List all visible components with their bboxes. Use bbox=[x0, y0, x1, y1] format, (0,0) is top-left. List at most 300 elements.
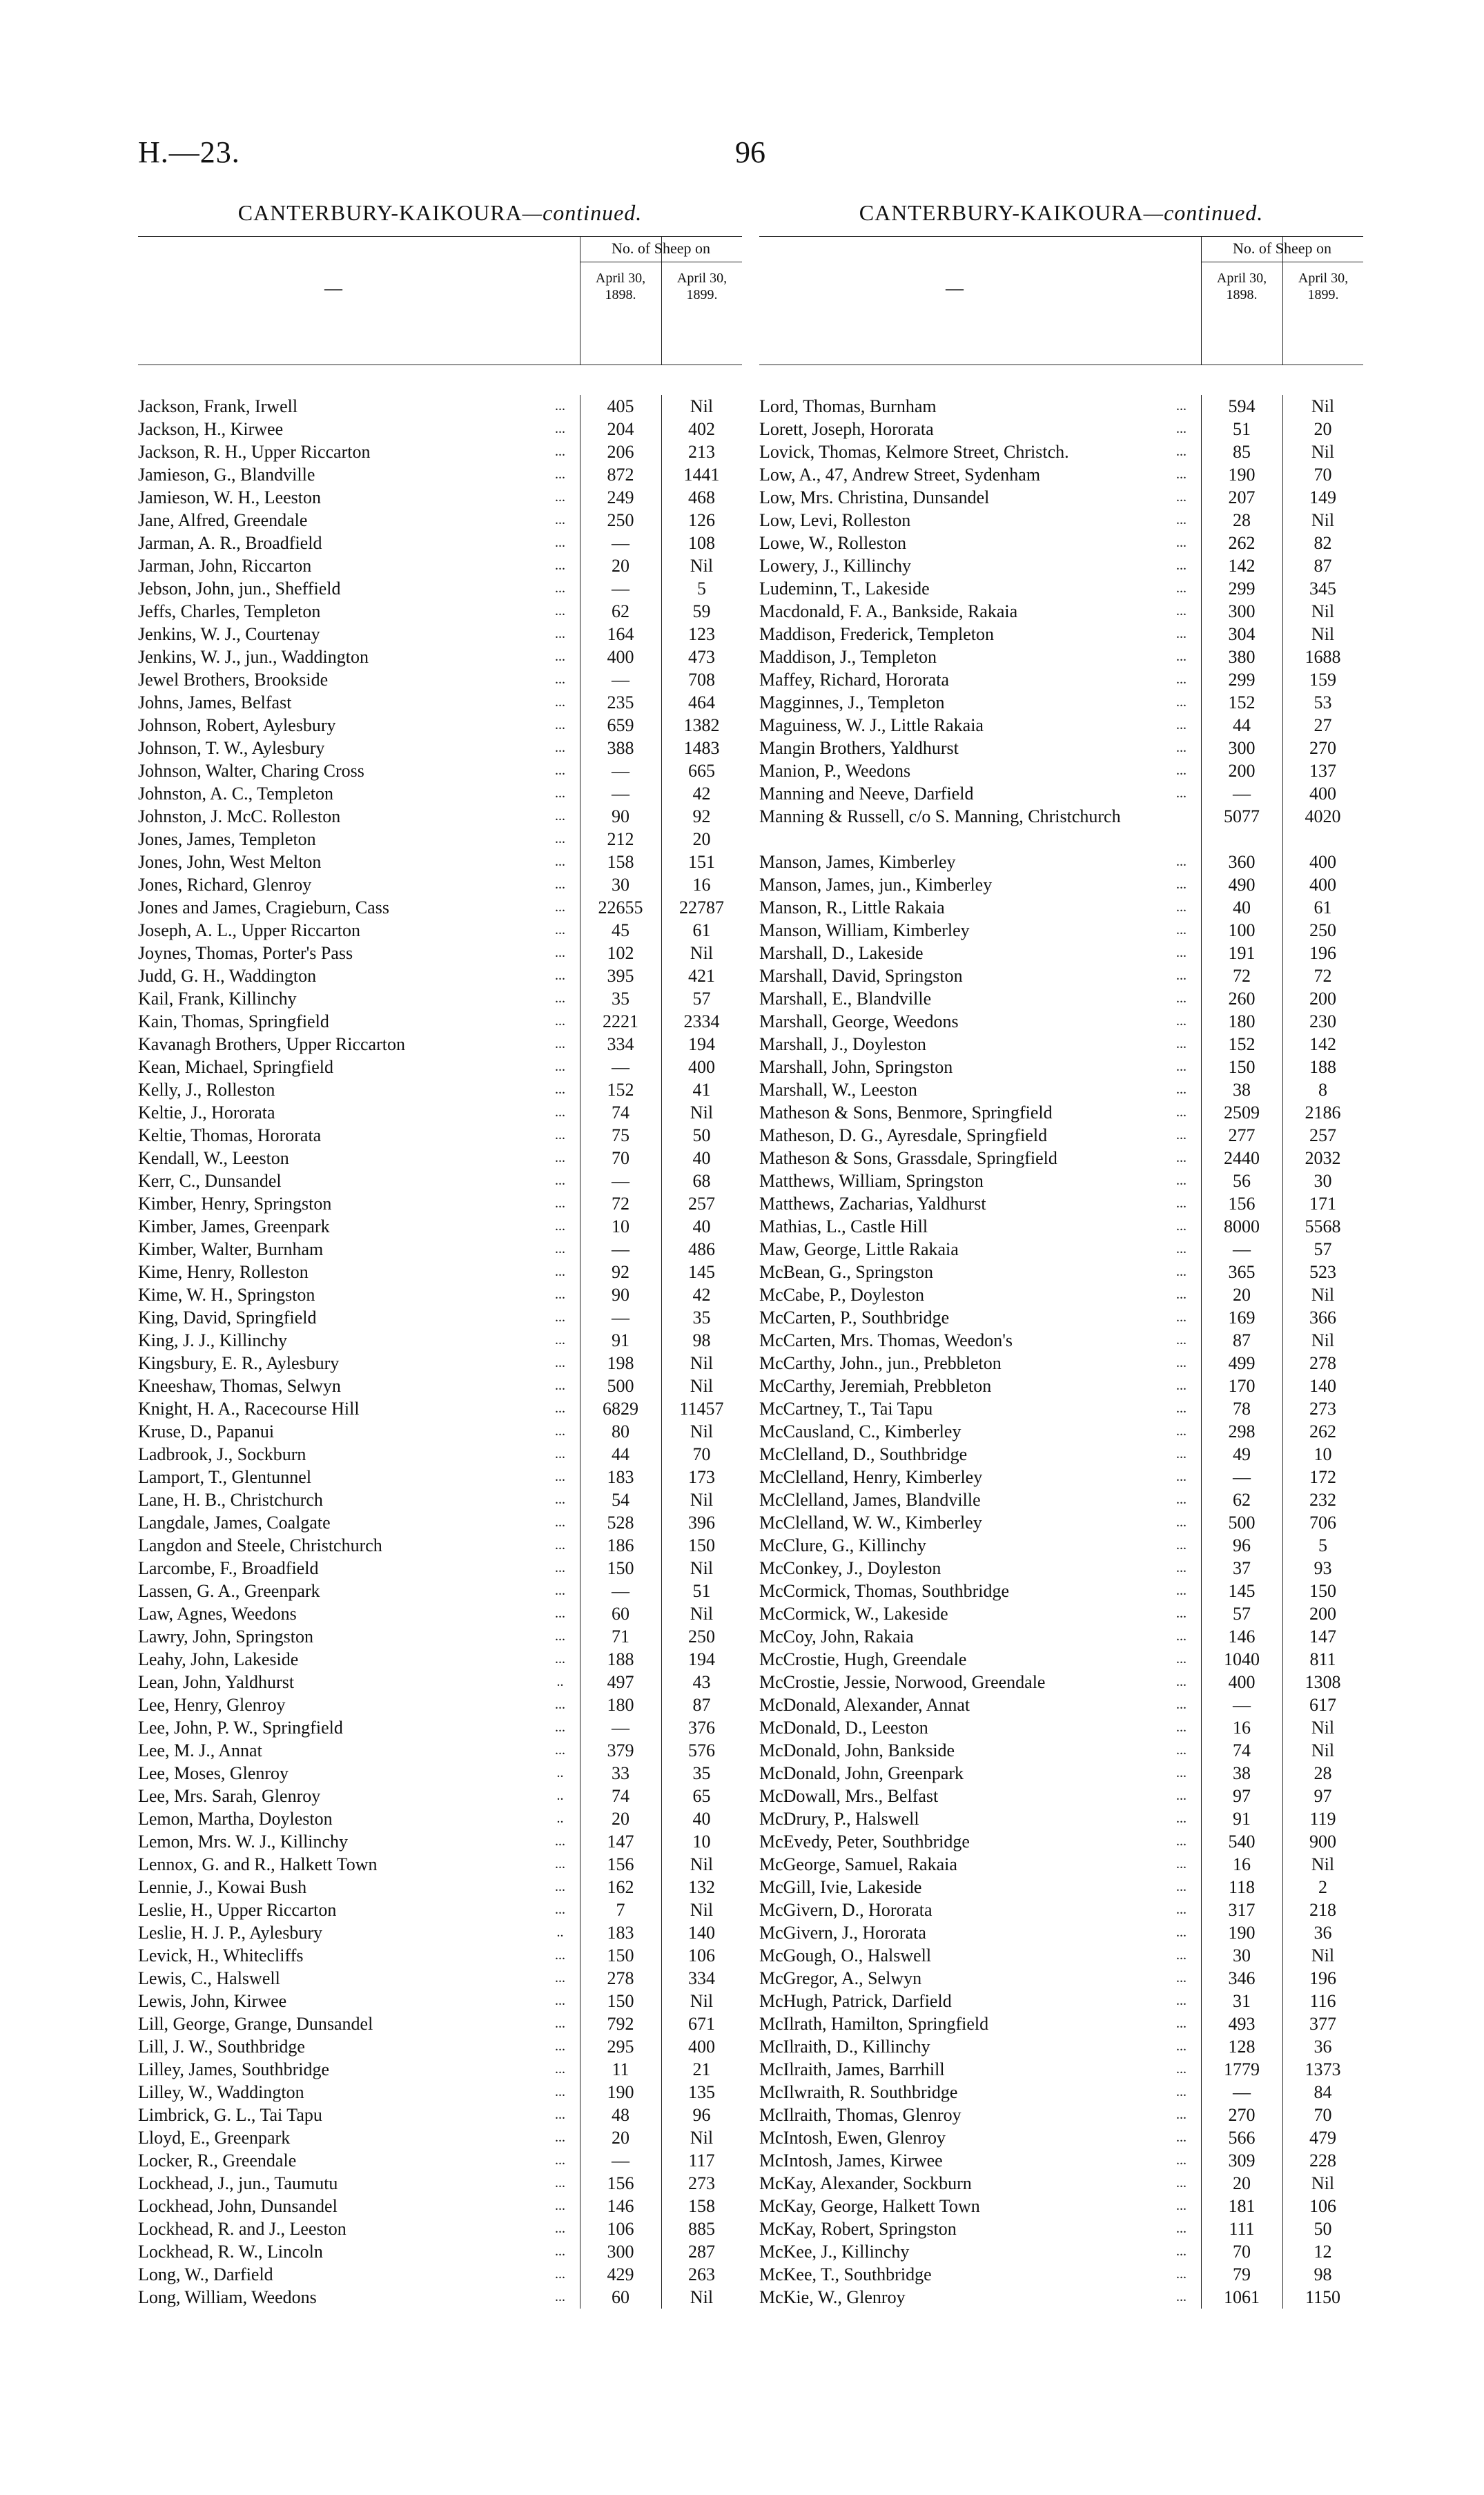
table-row bbox=[759, 987, 1363, 1010]
table-body bbox=[138, 395, 742, 2309]
table-row bbox=[759, 600, 1363, 623]
sheep-1899-cell: 1688 bbox=[1305, 647, 1341, 667]
sheep-1898-cell: 60 bbox=[612, 2287, 629, 2307]
owner-name-cell: Jones, James, Templeton bbox=[138, 829, 316, 849]
sheep-1899-cell: 278 bbox=[1309, 1353, 1336, 1373]
sheep-1898-cell: 499 bbox=[1228, 1353, 1256, 1373]
table-row bbox=[138, 1420, 742, 1443]
sheep-1899-cell: 87 bbox=[1314, 556, 1332, 576]
leader-dots: ... bbox=[1176, 489, 1187, 505]
sheep-1899-cell: 464 bbox=[688, 692, 715, 712]
sheep-1899-cell: 10 bbox=[692, 1832, 711, 1852]
table-row bbox=[759, 2035, 1363, 2058]
table-row bbox=[138, 554, 742, 577]
sheep-1899-cell: 158 bbox=[688, 2196, 715, 2216]
leader-dots: ... bbox=[555, 2266, 565, 2282]
sheep-1898-cell: 100 bbox=[1228, 920, 1256, 940]
sheep-1899-cell: 70 bbox=[1314, 2105, 1332, 2125]
sheep-1899-cell: Nil bbox=[1311, 396, 1335, 416]
district-name: CANTERBURY-KAIKOURA bbox=[859, 200, 1144, 225]
sheep-1898-cell: 528 bbox=[607, 1513, 634, 1533]
date-1898-header: April 30, 1898. bbox=[595, 271, 646, 302]
sheep-1899-cell: 885 bbox=[688, 2219, 715, 2239]
sheep-1899-cell: 257 bbox=[1309, 1125, 1336, 1145]
table-row bbox=[759, 509, 1363, 532]
owner-name-cell: Jane, Alfred, Greendale bbox=[138, 510, 308, 530]
sheep-1898-cell: 22655 bbox=[598, 897, 643, 918]
owner-name-cell: McClelland, W. W., Kimberley bbox=[759, 1513, 982, 1533]
owner-name-cell: McClure, G., Killinchy bbox=[759, 1535, 926, 1555]
sheep-1898-cell: 150 bbox=[1228, 1057, 1256, 1077]
table-row bbox=[759, 2104, 1363, 2126]
owner-name-cell: Johnston, J. McC. Rolleston bbox=[138, 806, 341, 826]
sheep-1898-cell: 97 bbox=[1233, 1786, 1251, 1806]
table-row bbox=[759, 1397, 1363, 1420]
owner-name-cell: Lee, John, P. W., Springfield bbox=[138, 1718, 343, 1738]
leader-dots: ... bbox=[555, 2153, 565, 2168]
sheep-1898-cell: 181 bbox=[1228, 2196, 1256, 2216]
sheep-1898-cell: 38 bbox=[1233, 1763, 1251, 1783]
sheep-1898-cell: 235 bbox=[607, 692, 634, 712]
leader-dots: ... bbox=[1176, 512, 1187, 527]
sheep-1898-cell: 300 bbox=[607, 2242, 634, 2262]
leader-dots: ... bbox=[1176, 672, 1187, 687]
sheep-1898-cell: 298 bbox=[1228, 1421, 1256, 1441]
leader-dots: ... bbox=[1176, 1902, 1187, 1917]
sheep-1899-cell: Nil bbox=[1311, 510, 1335, 530]
sheep-1899-cell: 194 bbox=[688, 1034, 715, 1054]
sheep-1898-cell: 1779 bbox=[1224, 2059, 1260, 2079]
table-row bbox=[759, 1762, 1363, 1785]
leader-dots: ... bbox=[1176, 581, 1187, 596]
sheep-1898-cell: 90 bbox=[612, 806, 629, 826]
owner-name-cell: McDowall, Mrs., Belfast bbox=[759, 1786, 939, 1806]
owner-name-cell: McKay, Alexander, Sockburn bbox=[759, 2173, 972, 2193]
table-row bbox=[138, 1899, 742, 1921]
sheep-1899-cell: 196 bbox=[1309, 943, 1336, 963]
owner-name-cell: Jarman, John, Riccarton bbox=[138, 556, 312, 576]
sheep-1898-cell: — bbox=[612, 2151, 629, 2171]
leader-dots: ... bbox=[1176, 991, 1187, 1006]
district-name: CANTERBURY-KAIKOURA bbox=[237, 200, 523, 225]
owner-name-cell: Leslie, H. J. P., Aylesbury bbox=[138, 1923, 322, 1943]
sheep-1899-cell: 92 bbox=[692, 806, 711, 826]
owner-name-cell: McCormick, W., Lakeside bbox=[759, 1604, 948, 1624]
table-row bbox=[759, 737, 1363, 759]
table-row bbox=[759, 1261, 1363, 1283]
table-row bbox=[759, 645, 1363, 668]
leader-dots: ... bbox=[555, 1856, 565, 1872]
sheep-1899-cell: 402 bbox=[688, 419, 715, 439]
leader-dots: ... bbox=[1176, 1469, 1187, 1484]
table-row bbox=[759, 1511, 1363, 1534]
table-row bbox=[759, 668, 1363, 691]
leader-dots: ... bbox=[555, 2107, 565, 2122]
sheep-1898-cell: 405 bbox=[607, 396, 634, 416]
sheep-1898-cell: 334 bbox=[607, 1034, 634, 1054]
sheep-1899-cell: 230 bbox=[1309, 1011, 1336, 1031]
sheep-1899-cell: 2334 bbox=[683, 1011, 720, 1031]
table-row bbox=[759, 1306, 1363, 1329]
table-row bbox=[138, 2081, 742, 2104]
table-row bbox=[138, 2058, 742, 2081]
sheep-1898-cell: 75 bbox=[612, 1125, 629, 1145]
owner-name-cell: McCarthy, John., jun., Prebbleton bbox=[759, 1353, 1002, 1373]
leader-dots: ... bbox=[1176, 1697, 1187, 1712]
sheep-1898-cell: 295 bbox=[607, 2037, 634, 2057]
leader-dots: ... bbox=[1176, 1537, 1187, 1553]
leader-dots: ... bbox=[1176, 1492, 1187, 1507]
sheep-1898-cell: 400 bbox=[1228, 1672, 1256, 1692]
owner-name-cell: Matthews, Zacharias, Yaldhurst bbox=[759, 1194, 986, 1214]
sheep-1898-cell: — bbox=[612, 1581, 629, 1601]
owner-name-cell: Levick, H., Whitecliffs bbox=[138, 1945, 304, 1965]
page-number: 96 bbox=[735, 135, 765, 169]
table-row bbox=[759, 1078, 1363, 1101]
sheep-1899-cell: 194 bbox=[688, 1649, 715, 1669]
sheep-1899-cell: 273 bbox=[1309, 1399, 1336, 1419]
table-row bbox=[759, 1169, 1363, 1192]
leader-dots: ... bbox=[555, 2244, 565, 2259]
table-row bbox=[138, 1944, 742, 1967]
sheep-1898-cell: 20 bbox=[1233, 1285, 1251, 1305]
sheep-1899-cell: 11457 bbox=[679, 1399, 724, 1419]
leader-dots: ... bbox=[555, 1332, 565, 1348]
sheep-1899-cell: 10 bbox=[1314, 1444, 1332, 1464]
leader-dots: ... bbox=[1176, 398, 1187, 414]
table-row bbox=[138, 668, 742, 691]
leader-dots: ... bbox=[555, 603, 565, 619]
sheep-1898-cell: 74 bbox=[612, 1103, 629, 1123]
table-row bbox=[138, 2104, 742, 2126]
sheep-1899-cell: Nil bbox=[690, 1103, 714, 1123]
sheep-1898-cell: 156 bbox=[1228, 1194, 1256, 1214]
leader-dots: ... bbox=[1176, 1310, 1187, 1325]
sheep-1899-cell: 1382 bbox=[683, 715, 720, 735]
table-row bbox=[138, 1580, 742, 1602]
sheep-1898-cell: 106 bbox=[607, 2219, 634, 2239]
sheep-1898-cell: 60 bbox=[612, 1604, 629, 1624]
table-row bbox=[759, 714, 1363, 737]
sheep-1899-cell: 5568 bbox=[1305, 1216, 1341, 1236]
leader-dots: ... bbox=[1176, 1606, 1187, 1621]
owner-name-cell: Lloyd, E., Greenpark bbox=[138, 2128, 291, 2148]
owner-name-cell: McClelland, D., Southbridge bbox=[759, 1444, 968, 1464]
owner-name-cell: Lee, Henry, Glenroy bbox=[138, 1695, 286, 1715]
table-row bbox=[138, 1101, 742, 1124]
sheep-1899-cell: 345 bbox=[1309, 579, 1336, 599]
owner-name-cell: Low, A., 47, Andrew Street, Sydenham bbox=[759, 465, 1041, 485]
owner-name-cell: Maffey, Richard, Hororata bbox=[759, 670, 950, 690]
owner-name-cell: McCrostie, Hugh, Greendale bbox=[759, 1649, 967, 1669]
owner-name-cell: Lemon, Martha, Doyleston bbox=[138, 1809, 333, 1829]
sheep-1899-cell: 116 bbox=[1309, 1991, 1336, 2011]
leader-dots: ... bbox=[1176, 717, 1187, 732]
leader-dots: ... bbox=[1176, 2039, 1187, 2054]
table-row bbox=[759, 1830, 1363, 1853]
owner-name-cell: Jones, Richard, Glenroy bbox=[138, 875, 312, 895]
owner-name-cell: McCarthy, Jeremiah, Prebbleton bbox=[759, 1376, 992, 1396]
sheep-1899-cell: 473 bbox=[688, 647, 715, 667]
owner-name-cell: McKie, W., Glenroy bbox=[759, 2287, 906, 2307]
table-row bbox=[138, 577, 742, 600]
sheep-1899-cell: 5 bbox=[1318, 1535, 1327, 1555]
table-row bbox=[138, 1488, 742, 1511]
leader-dots: ... bbox=[1176, 1879, 1187, 1894]
sheep-1899-cell: 1373 bbox=[1305, 2059, 1341, 2079]
leader-dots: .. bbox=[556, 1765, 564, 1780]
sheep-1898-cell: 80 bbox=[612, 1421, 629, 1441]
owner-name-cell: McCrostie, Jessie, Norwood, Greendale bbox=[759, 1672, 1046, 1692]
sheep-1899-cell: 132 bbox=[688, 1877, 715, 1897]
sheep-1898-cell: 49 bbox=[1233, 1444, 1251, 1464]
sheep-1898-cell: 2509 bbox=[1224, 1103, 1260, 1123]
owner-name-cell: McDrury, P., Halswell bbox=[759, 1809, 919, 1829]
table-row bbox=[138, 509, 742, 532]
owner-name-cell: McDonald, D., Leeston bbox=[759, 1718, 928, 1738]
sheep-1899-cell: Nil bbox=[690, 396, 714, 416]
owner-name-cell: Long, William, Weedons bbox=[138, 2287, 317, 2307]
table-row bbox=[759, 1853, 1363, 1876]
sheep-1899-cell: 706 bbox=[1309, 1513, 1336, 1533]
leader-dots: ... bbox=[1176, 535, 1187, 550]
owner-name-cell: McKee, T., Southbridge bbox=[759, 2264, 932, 2284]
leader-dots: ... bbox=[1176, 1013, 1187, 1029]
table-body bbox=[759, 395, 1363, 2309]
leader-dots: ... bbox=[555, 1606, 565, 1621]
sheep-1899-cell: Nil bbox=[690, 1854, 714, 1874]
owner-name-cell: McCormick, Thomas, Southbridge bbox=[759, 1581, 1010, 1601]
sheep-1899-cell: 97 bbox=[1314, 1786, 1332, 1806]
sheep-1899-cell: 262 bbox=[1309, 1421, 1336, 1441]
sheep-1898-cell: 872 bbox=[607, 465, 634, 485]
owner-name-cell: Lockhead, R. and J., Leeston bbox=[138, 2219, 346, 2239]
leader-dots: ... bbox=[1176, 1811, 1187, 1826]
sheep-1898-cell: 56 bbox=[1233, 1171, 1251, 1191]
owner-name-cell: Langdon and Steele, Christchurch bbox=[138, 1535, 382, 1555]
owner-name-cell: Lockhead, J., jun., Taumutu bbox=[138, 2173, 338, 2193]
table-row bbox=[759, 2172, 1363, 2195]
owner-name-cell: McGregor, A., Selwyn bbox=[759, 1968, 922, 1988]
table-row bbox=[759, 1443, 1363, 1466]
table-row bbox=[138, 1648, 742, 1671]
table-row bbox=[759, 418, 1363, 440]
leader-dots: ... bbox=[1176, 1241, 1187, 1256]
leader-dots: ... bbox=[1176, 1082, 1187, 1097]
leader-dots: ... bbox=[555, 626, 565, 641]
leader-dots: ... bbox=[1176, 1765, 1187, 1780]
table-row bbox=[138, 1602, 742, 1625]
sheep-1898-cell: 91 bbox=[612, 1330, 629, 1350]
owner-name-cell: McIlwraith, R. Southbridge bbox=[759, 2082, 958, 2102]
leader-dots: ... bbox=[555, 1378, 565, 1393]
leader-dots: ... bbox=[1176, 2198, 1187, 2213]
table-row bbox=[759, 1716, 1363, 1739]
sheep-1898-cell: 490 bbox=[1228, 875, 1256, 895]
sheep-1898-cell: 70 bbox=[1233, 2242, 1251, 2262]
sheep-1899-cell: 287 bbox=[688, 2242, 715, 2262]
leader-dots: ... bbox=[1176, 2175, 1187, 2191]
table-row bbox=[759, 1648, 1363, 1671]
table-row bbox=[759, 463, 1363, 486]
table-row bbox=[138, 463, 742, 486]
sheep-1899-cell: 421 bbox=[688, 966, 715, 986]
table-row bbox=[759, 782, 1363, 805]
owner-name-cell: McDonald, Alexander, Annat bbox=[759, 1695, 970, 1715]
table-row bbox=[759, 964, 1363, 987]
sheep-1898-cell: 44 bbox=[1233, 715, 1251, 735]
owner-name-cell: Matheson & Sons, Grassdale, Springfield bbox=[759, 1148, 1057, 1168]
sheep-1898-cell: 792 bbox=[607, 2014, 634, 2034]
sheep-1899-cell: 28 bbox=[1314, 1763, 1332, 1783]
table-row bbox=[759, 1557, 1363, 1580]
owner-name-cell: Kendall, W., Leeston bbox=[138, 1148, 289, 1168]
table-row bbox=[138, 1557, 742, 1580]
leader-dots: ... bbox=[555, 1993, 565, 2008]
sheep-1899-cell: Nil bbox=[690, 1353, 714, 1373]
sheep-1899-cell: 151 bbox=[688, 852, 715, 872]
sheep-1898-cell: — bbox=[1233, 1695, 1251, 1715]
owner-name-cell: McGivern, J., Hororata bbox=[759, 1923, 926, 1943]
table-row bbox=[138, 532, 742, 554]
table-row bbox=[759, 1466, 1363, 1488]
sheep-1898-cell: 270 bbox=[1228, 2105, 1256, 2125]
table-row bbox=[759, 1215, 1363, 1238]
sheep-1898-cell: 30 bbox=[1233, 1945, 1251, 1965]
sheep-1899-cell: 108 bbox=[688, 533, 715, 553]
leader-dots: ... bbox=[1176, 1629, 1187, 1644]
owner-name-cell: Lassen, G. A., Greenpark bbox=[138, 1581, 320, 1601]
table-row bbox=[138, 486, 742, 509]
owner-name-cell: McConkey, J., Doyleston bbox=[759, 1558, 941, 1578]
sheep-1899-cell: 35 bbox=[692, 1763, 711, 1783]
owner-name-cell: Jamieson, G., Blandville bbox=[138, 465, 315, 485]
sheep-1898-cell: 33 bbox=[612, 1763, 629, 1783]
leader-dots: ... bbox=[1176, 2221, 1187, 2236]
owner-name-cell: McCarten, Mrs. Thomas, Weedon's bbox=[759, 1330, 1013, 1350]
leader-dots: ... bbox=[1176, 1401, 1187, 1416]
leader-dots: ... bbox=[555, 2084, 565, 2099]
table-row bbox=[759, 873, 1363, 896]
sheep-1899-cell: 523 bbox=[1309, 1262, 1336, 1282]
leader-dots: ... bbox=[1176, 2266, 1187, 2282]
sheep-1899-cell: 98 bbox=[692, 1330, 711, 1350]
sheep-1898-cell: 191 bbox=[1228, 943, 1256, 963]
sheep-1898-cell: 497 bbox=[607, 1672, 634, 1692]
sheep-1898-cell: 30 bbox=[612, 875, 629, 895]
leader-dots: ... bbox=[555, 1401, 565, 1416]
owner-name-cell: Jewel Brothers, Brookside bbox=[138, 670, 329, 690]
sheep-1898-cell: 128 bbox=[1228, 2037, 1256, 2057]
leader-dots: ... bbox=[1176, 1925, 1187, 1940]
table-row bbox=[138, 395, 742, 418]
leader-dots: ... bbox=[1176, 945, 1187, 960]
sheep-1899-cell: 149 bbox=[1309, 487, 1336, 507]
sheep-1899-cell: 900 bbox=[1309, 1832, 1336, 1852]
leader-dots: ... bbox=[555, 740, 565, 755]
sheep-1899-cell: Nil bbox=[1311, 1330, 1335, 1350]
table-row bbox=[138, 1625, 742, 1648]
leader-dots: ... bbox=[1176, 740, 1187, 755]
leader-dots: .. bbox=[556, 1788, 564, 1803]
sheep-1898-cell: — bbox=[612, 670, 629, 690]
sheep-1898-cell: 6829 bbox=[603, 1399, 638, 1419]
table-row bbox=[759, 554, 1363, 577]
sheep-1898-cell: 493 bbox=[1228, 2014, 1256, 2034]
table-row bbox=[138, 1990, 742, 2012]
table-row bbox=[759, 1785, 1363, 1807]
sheep-1898-cell: 300 bbox=[1228, 601, 1256, 621]
sheep-1898-cell: 150 bbox=[607, 1945, 634, 1965]
table-row bbox=[138, 440, 742, 463]
owner-name-cell: Marshall, David, Springston bbox=[759, 966, 963, 986]
sheep-1899-cell: 20 bbox=[1314, 419, 1332, 439]
leader-dots: ... bbox=[1176, 2130, 1187, 2145]
sheep-1898-cell: 28 bbox=[1233, 510, 1251, 530]
owner-name-cell: Matheson, D. G., Ayresdale, Springfield bbox=[759, 1125, 1048, 1145]
leader-dots: ... bbox=[555, 1720, 565, 1735]
leader-dots: ... bbox=[1176, 877, 1187, 892]
leader-dots: ... bbox=[1176, 1583, 1187, 1598]
leader-dots: ... bbox=[555, 1196, 565, 1211]
leader-dots: ... bbox=[555, 1492, 565, 1507]
sheep-1899-cell: 119 bbox=[1309, 1809, 1336, 1829]
sheep-count-header: No. of Sheep on bbox=[612, 240, 710, 257]
table-row bbox=[759, 1329, 1363, 1352]
table-row bbox=[759, 1580, 1363, 1602]
sheep-1899-cell: 137 bbox=[1309, 761, 1336, 781]
owner-name-cell: Kimber, Henry, Springston bbox=[138, 1194, 332, 1214]
owner-name-cell: Marshall, George, Weedons bbox=[759, 1011, 959, 1031]
leader-dots: .. bbox=[556, 1925, 564, 1940]
owner-name-cell: McClelland, Henry, Kimberley bbox=[759, 1467, 983, 1487]
sheep-1898-cell: 146 bbox=[1228, 1627, 1256, 1647]
leader-dots: ... bbox=[555, 467, 565, 482]
sheep-1899-cell: 400 bbox=[688, 2037, 715, 2057]
leader-dots: ... bbox=[555, 581, 565, 596]
leader-dots: ... bbox=[1176, 786, 1187, 801]
leader-dots: ... bbox=[1176, 1993, 1187, 2008]
sheep-1898-cell: 72 bbox=[1233, 966, 1251, 986]
owner-name-cell: Kime, Henry, Rolleston bbox=[138, 1262, 309, 1282]
table-row bbox=[138, 2195, 742, 2217]
leader-dots: ... bbox=[1176, 2244, 1187, 2259]
owner-name-cell: Lilley, W., Waddington bbox=[138, 2082, 304, 2102]
leader-dots: ... bbox=[1176, 1515, 1187, 1530]
table-row bbox=[759, 2126, 1363, 2149]
right-column bbox=[759, 200, 1363, 2309]
leader-dots: ... bbox=[555, 1355, 565, 1370]
table-row bbox=[759, 532, 1363, 554]
sheep-1898-cell: 16 bbox=[1233, 1718, 1251, 1738]
sheep-1899-cell: 273 bbox=[688, 2173, 715, 2193]
owner-name-cell: McCartney, T., Tai Tapu bbox=[759, 1399, 933, 1419]
table-row bbox=[759, 1990, 1363, 2012]
owner-name-cell: Johns, James, Belfast bbox=[138, 692, 292, 712]
sheep-1898-cell: 20 bbox=[612, 1809, 629, 1829]
owner-name-cell: McIlraith, James, Barrhill bbox=[759, 2059, 945, 2079]
owner-name-cell: McHugh, Patrick, Darfield bbox=[759, 1991, 952, 2011]
owner-name-cell: Limbrick, G. L., Tai Tapu bbox=[138, 2105, 322, 2125]
sheep-1899-cell: 1483 bbox=[683, 738, 720, 758]
table-row bbox=[138, 1739, 742, 1762]
leader-dots: ... bbox=[1176, 1355, 1187, 1370]
name-column-header: — bbox=[324, 278, 342, 298]
sheep-1898-cell: 346 bbox=[1228, 1968, 1256, 1988]
sheep-1899-cell: 126 bbox=[688, 510, 715, 530]
owner-name-cell: Matthews, William, Springston bbox=[759, 1171, 984, 1191]
table-row bbox=[138, 714, 742, 737]
